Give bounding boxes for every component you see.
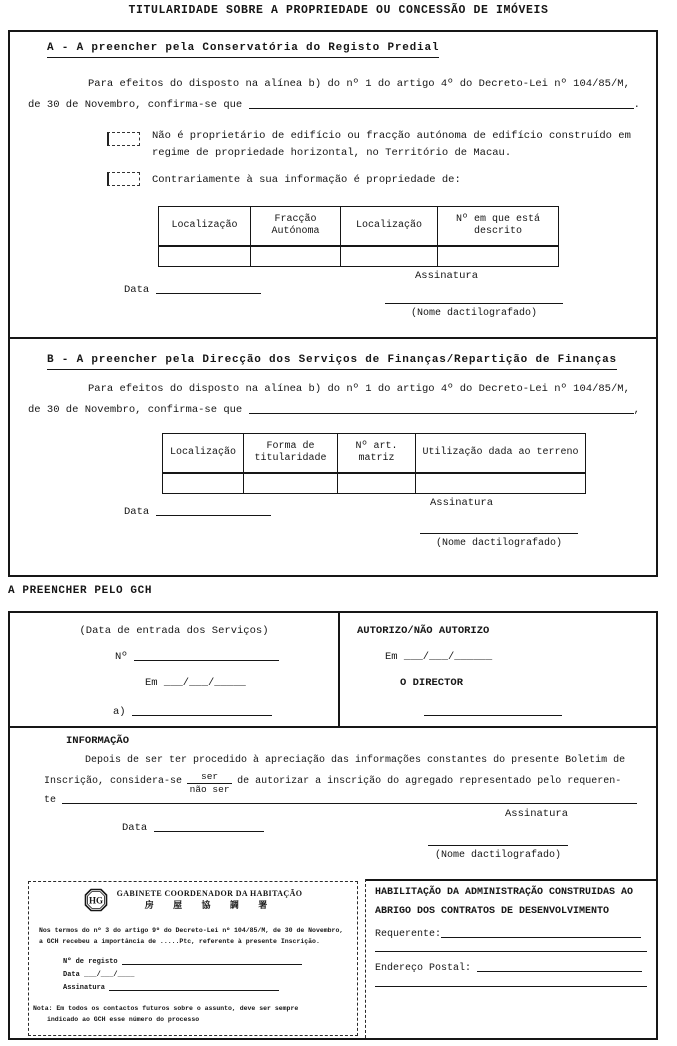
checkbox-not-owner-line1: Não é proprietário de edifício ou fracção autónoma de edifício construído em <box>152 130 631 142</box>
entry-numero-line <box>115 651 279 664</box>
informacao-assinatura-label: Assinatura <box>505 808 569 820</box>
option-nao-ser[interactable]: não ser <box>189 784 230 795</box>
receipt-body-line1: Nos termos do nº 3 do artigo 9º do Decreto-Lei nº 104/85/M, de 30 de Novembro, <box>39 927 344 934</box>
gch-receipt-box <box>28 881 358 1036</box>
autorizo-title: AUTORIZO/NÃO AUTORIZO <box>357 625 490 637</box>
table-b-cell-4[interactable] <box>416 473 586 494</box>
column-header-localizacao-1: Localização <box>159 207 251 247</box>
section-a-data-fill-line[interactable] <box>156 291 261 294</box>
entry-alinea-fill-line[interactable] <box>132 713 272 716</box>
checkbox-contrary-info-label: Contrariamente à sua informação é propriedade de: <box>152 174 461 186</box>
gch-org-name-chinese: 房 屋 協 調 署 <box>144 901 275 911</box>
gch-horizontal-divider <box>8 726 658 728</box>
column-header-numero-descrito: Nº em que está descrito <box>438 207 559 247</box>
table-a-cell-4[interactable] <box>438 246 559 267</box>
informacao-data-label: Data <box>122 822 148 834</box>
section-ab-divider <box>8 337 658 339</box>
informacao-considera-label: Inscrição, considera-se <box>44 776 183 787</box>
entry-numero-label: Nº <box>115 651 128 663</box>
gch-top-vertical-divider <box>338 613 340 726</box>
checkbox-contrary-info[interactable] <box>107 172 140 186</box>
property-table-a-header-row <box>159 207 559 247</box>
table-a-cell-3[interactable] <box>341 246 438 267</box>
endereco-fill[interactable] <box>477 969 642 972</box>
property-table-b-empty-row <box>163 473 586 494</box>
checkbox-not-owner[interactable] <box>107 132 140 146</box>
receipt-registo-fill-line[interactable] <box>122 962 302 965</box>
informacao-te-label: te <box>44 795 57 806</box>
habilitacao-requerente-line <box>375 928 641 941</box>
table-b-cell-2[interactable] <box>244 473 338 494</box>
entry-alinea-label: a) <box>113 706 126 718</box>
property-table-a-empty-row <box>159 246 559 267</box>
receipt-body-line2: a GCH recebeu a importância de .....Ptc, referente à presente Inscrição. <box>39 938 320 945</box>
informacao-heading: INFORMAÇÃO <box>66 735 130 747</box>
property-table-b-header-row <box>163 434 586 474</box>
receipt-registo-label: Nº de registo <box>63 958 118 966</box>
section-a-confirm-fill-line[interactable] <box>249 106 634 109</box>
entry-title: (Data de entrada dos Serviços) <box>79 625 269 637</box>
option-ser[interactable]: ser <box>187 772 232 784</box>
section-b-nome-label: (Nome dactilografado) <box>435 538 563 549</box>
requerente-fill[interactable] <box>441 935 641 938</box>
column-header-localizacao-b: Localização <box>163 434 244 474</box>
column-header-utilizacao-terreno: Utilização dada ao terreno <box>416 434 586 474</box>
section-b-heading: B - A preencher pela Direcção dos Serviços de Finanças/Repartição de Finanças <box>47 354 617 370</box>
section-a-confirm-label: de 30 de Novembro, confirma-se que <box>28 99 243 111</box>
receipt-assinatura-fill-line[interactable] <box>109 988 279 991</box>
receipt-assinatura-line <box>63 984 279 993</box>
table-a-cell-2[interactable] <box>251 246 341 267</box>
section-b-data-line <box>124 506 271 519</box>
autorizo-em-date: Em ___/___/______ <box>385 651 493 663</box>
table-b-cell-3[interactable] <box>338 473 416 494</box>
svg-text:HG: HG <box>88 895 103 906</box>
informacao-line2 <box>44 772 621 795</box>
entry-alinea-line <box>113 706 272 719</box>
habilitacao-endereco-line <box>375 962 642 975</box>
section-b-signature-line[interactable] <box>420 533 578 534</box>
section-a-data-line <box>124 284 261 297</box>
receipt-assinatura-label: Assinatura <box>63 984 106 992</box>
table-b-cell-1[interactable] <box>163 473 244 494</box>
gch-org-name: GABINETE COORDENADOR DA HABITAÇÃO <box>116 889 303 898</box>
section-b-data-fill-line[interactable] <box>156 513 271 516</box>
section-a-assinatura-label: Assinatura <box>415 270 479 282</box>
table-a-cell-1[interactable] <box>159 246 251 267</box>
receipt-dashed-divider <box>365 879 366 1038</box>
receipt-data-date: Data ___/___/____ <box>63 971 135 979</box>
receipt-registo-line <box>63 958 302 967</box>
entry-em-date: Em ___/___/_____ <box>145 677 246 689</box>
section-a-paragraph-line2 <box>28 99 640 112</box>
section-a-data-label: Data <box>124 284 150 296</box>
checkbox-not-owner-label <box>152 128 631 162</box>
gch-section-label: A PREENCHER PELO GCH <box>8 585 153 597</box>
informacao-line1: Depois de ser ter procedido à apreciação das informações constantes do presente Boletim de <box>85 755 626 766</box>
property-table-a <box>158 206 559 267</box>
section-a-signature-line[interactable] <box>385 303 563 304</box>
column-header-num-art-matriz: Nº art. matriz <box>338 434 416 474</box>
section-b-paragraph-line2 <box>28 404 640 417</box>
ser-nao-ser-option[interactable] <box>187 772 232 795</box>
informacao-signature-line[interactable] <box>428 845 568 846</box>
habilitacao-title-line1: HABILITAÇÃO DA ADMINISTRAÇÃO CONSTRUIDAS AO <box>375 887 634 898</box>
endereco-label: Endereço Postal: <box>375 963 472 974</box>
receipt-nota-line1: Nota: Em todos os contactos futuros sobre o assunto, deve ser sempre <box>33 1005 299 1012</box>
requerente-fill-line[interactable] <box>62 801 637 804</box>
section-a-paragraph-line1: Para efeitos do disposto na alínea b) do nº 1 do artigo 4º do Decreto-Lei nº 104/85/M, <box>88 78 630 90</box>
page-title: TITULARIDADE SOBRE A PROPRIEDADE OU CONCESSÃO DE IMÓVEIS <box>128 4 549 17</box>
informacao-data-line <box>122 822 264 835</box>
column-header-fraccao-autonoma: Fracção Autónoma <box>251 207 341 247</box>
habilitacao-title-line2: ABRIGO DOS CONTRATOS DE DESENVOLVIMENTO <box>375 906 610 917</box>
section-a-heading: A - A preencher pela Conservatória do Registo Predial <box>47 42 439 58</box>
section-a-nome-label: (Nome dactilografado) <box>410 308 538 319</box>
section-b-confirm-comma: , <box>633 404 640 416</box>
section-b-paragraph-line1: Para efeitos do disposto na alínea b) do nº 1 do artigo 4º do Decreto-Lei nº 104/85/M, <box>88 383 630 395</box>
director-label: O DIRECTOR <box>400 677 464 689</box>
receipt-nota-line2: indicado ao GCH esse número do processo <box>47 1016 200 1023</box>
habilitacao-extra-line1[interactable] <box>375 951 647 952</box>
informacao-autorizar-label: de autorizar a inscrição do agregado representado pelo requeren- <box>237 776 622 787</box>
checkbox-not-owner-line2: regime de propriedade horizontal, no Território de Macau. <box>152 147 512 159</box>
section-b-data-label: Data <box>124 506 150 518</box>
director-signature-line[interactable] <box>424 715 562 716</box>
section-b-confirm-fill-line[interactable] <box>249 411 634 414</box>
property-table-b <box>162 433 586 494</box>
gch-logo-icon <box>84 888 108 912</box>
informacao-line3 <box>44 794 637 807</box>
habilitacao-top-border <box>365 879 658 881</box>
section-b-confirm-label: de 30 de Novembro, confirma-se que <box>28 404 243 416</box>
requerente-label: Requerente: <box>375 929 442 940</box>
informacao-nome-label: (Nome dactilografado) <box>434 850 562 861</box>
informacao-data-fill-line[interactable] <box>154 829 264 832</box>
column-header-localizacao-2: Localização <box>341 207 438 247</box>
habilitacao-extra-line2[interactable] <box>375 986 647 987</box>
entry-numero-fill-line[interactable] <box>134 658 279 661</box>
column-header-forma-titularidade: Forma de titularidade <box>244 434 338 474</box>
section-a-confirm-period: . <box>633 99 640 111</box>
section-b-assinatura-label: Assinatura <box>430 497 494 509</box>
gch-logo-row <box>29 888 357 912</box>
